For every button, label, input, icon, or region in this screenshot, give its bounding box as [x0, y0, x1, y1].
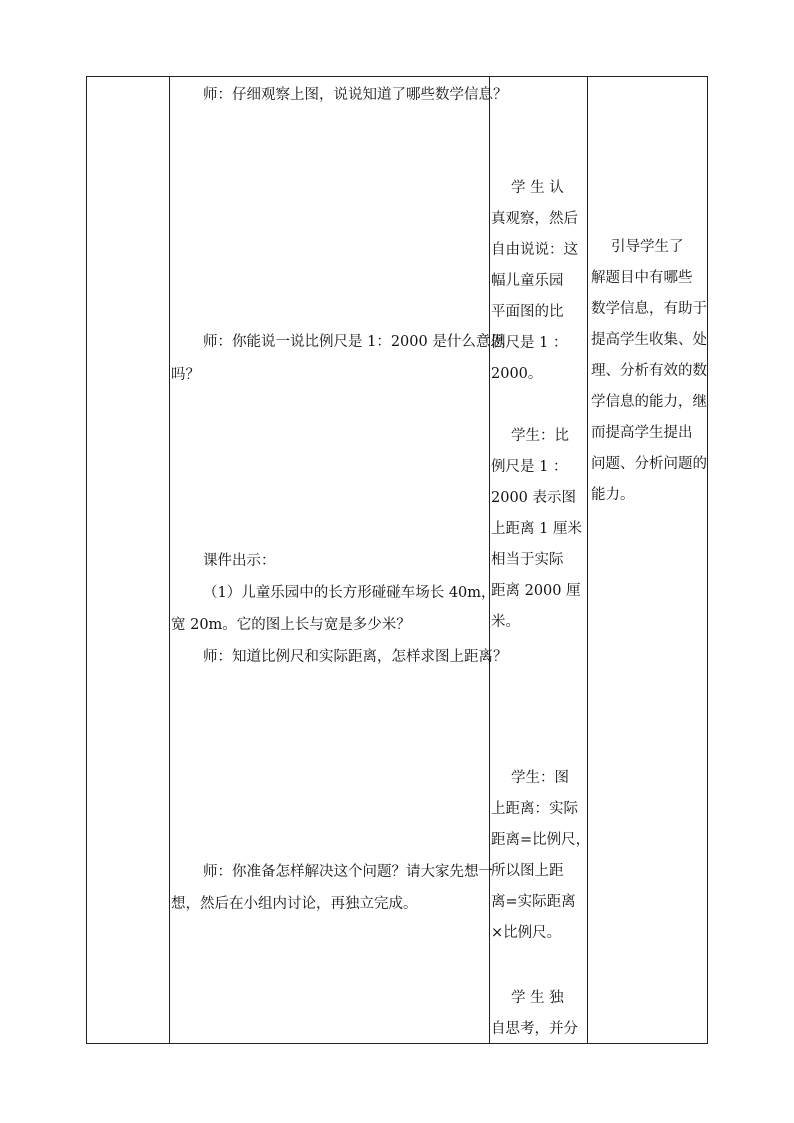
column-divider-1 — [169, 77, 170, 1043]
student-c-line: 上距离：实际 — [491, 801, 578, 817]
lesson-plan-table — [86, 76, 708, 1044]
intent-line: 提高学生收集、处 — [591, 332, 707, 348]
intent-line: 学信息的能力，继 — [591, 394, 707, 410]
student-c-line: ×比例尺。 — [491, 925, 562, 941]
student-b-line: 相当于实际 — [491, 552, 564, 568]
student-c-line: 学生：图 — [511, 770, 569, 786]
intent-line: 问题、分析问题的 — [591, 456, 707, 472]
intent-line: 理、分析有效的数 — [591, 363, 707, 379]
student-c-line: 所以图上距 — [491, 863, 564, 879]
teacher-prompt-solve-line1: 师：你准备怎样解决这个问题？请大家先想一 — [203, 864, 493, 880]
student-d-line: 自思考，并分 — [491, 1021, 578, 1037]
student-b-line: 距离 2000 厘 — [491, 583, 581, 599]
teacher-prompt-observe: 师：仔细观察上图，说说知道了哪些数学信息？ — [203, 87, 508, 103]
teacher-prompt-scale-line2: 吗？ — [171, 367, 200, 383]
intent-line: 而提高学生提出 — [591, 425, 693, 441]
student-d-line: 学 生 独 — [511, 990, 564, 1006]
student-b-line: 学生：比 — [511, 428, 569, 444]
teacher-prompt-scale-line1: 师：你能说一说比例尺是 1：2000 是什么意思 — [203, 334, 505, 350]
teacher-prompt-solve-line2: 想，然后在小组内讨论，再独立完成。 — [171, 896, 418, 912]
student-a-line: 平面图的比 — [491, 304, 564, 320]
problem-line1: （1）儿童乐园中的长方形碰碰车场长 40m， — [203, 585, 496, 601]
student-b-line: 2000 表示图 — [491, 490, 577, 506]
intent-line: 引导学生了 — [611, 239, 684, 255]
intent-line: 能力。 — [591, 487, 635, 503]
student-a-line: 学 生 认 — [511, 180, 564, 196]
intent-line: 解题目中有哪些 — [591, 270, 693, 286]
student-a-line: 自由说说：这 — [491, 242, 578, 258]
student-c-line: 离=实际距离 — [491, 894, 576, 910]
teacher-prompt-map-distance: 师：知道比例尺和实际距离，怎样求图上距离？ — [203, 649, 508, 665]
column-divider-3 — [587, 77, 588, 1043]
student-a-line: 真观察，然后 — [491, 211, 578, 227]
student-b-line: 上距离 1 厘米 — [491, 521, 582, 537]
student-a-line: 2000。 — [491, 366, 543, 382]
student-a-line: 幅儿童乐园 — [491, 273, 564, 289]
student-a-line: 例尺是 1 ： — [491, 335, 568, 351]
student-c-line: 距离=比例尺， — [491, 832, 591, 848]
student-b-line: 例尺是 1 ： — [491, 459, 568, 475]
problem-line2: 宽 20m。它的图上长与宽是多少米？ — [171, 617, 411, 633]
intent-line: 数学信息，有助于 — [591, 301, 707, 317]
courseware-label: 课件出示： — [203, 553, 276, 569]
student-b-line: 米。 — [491, 614, 520, 630]
